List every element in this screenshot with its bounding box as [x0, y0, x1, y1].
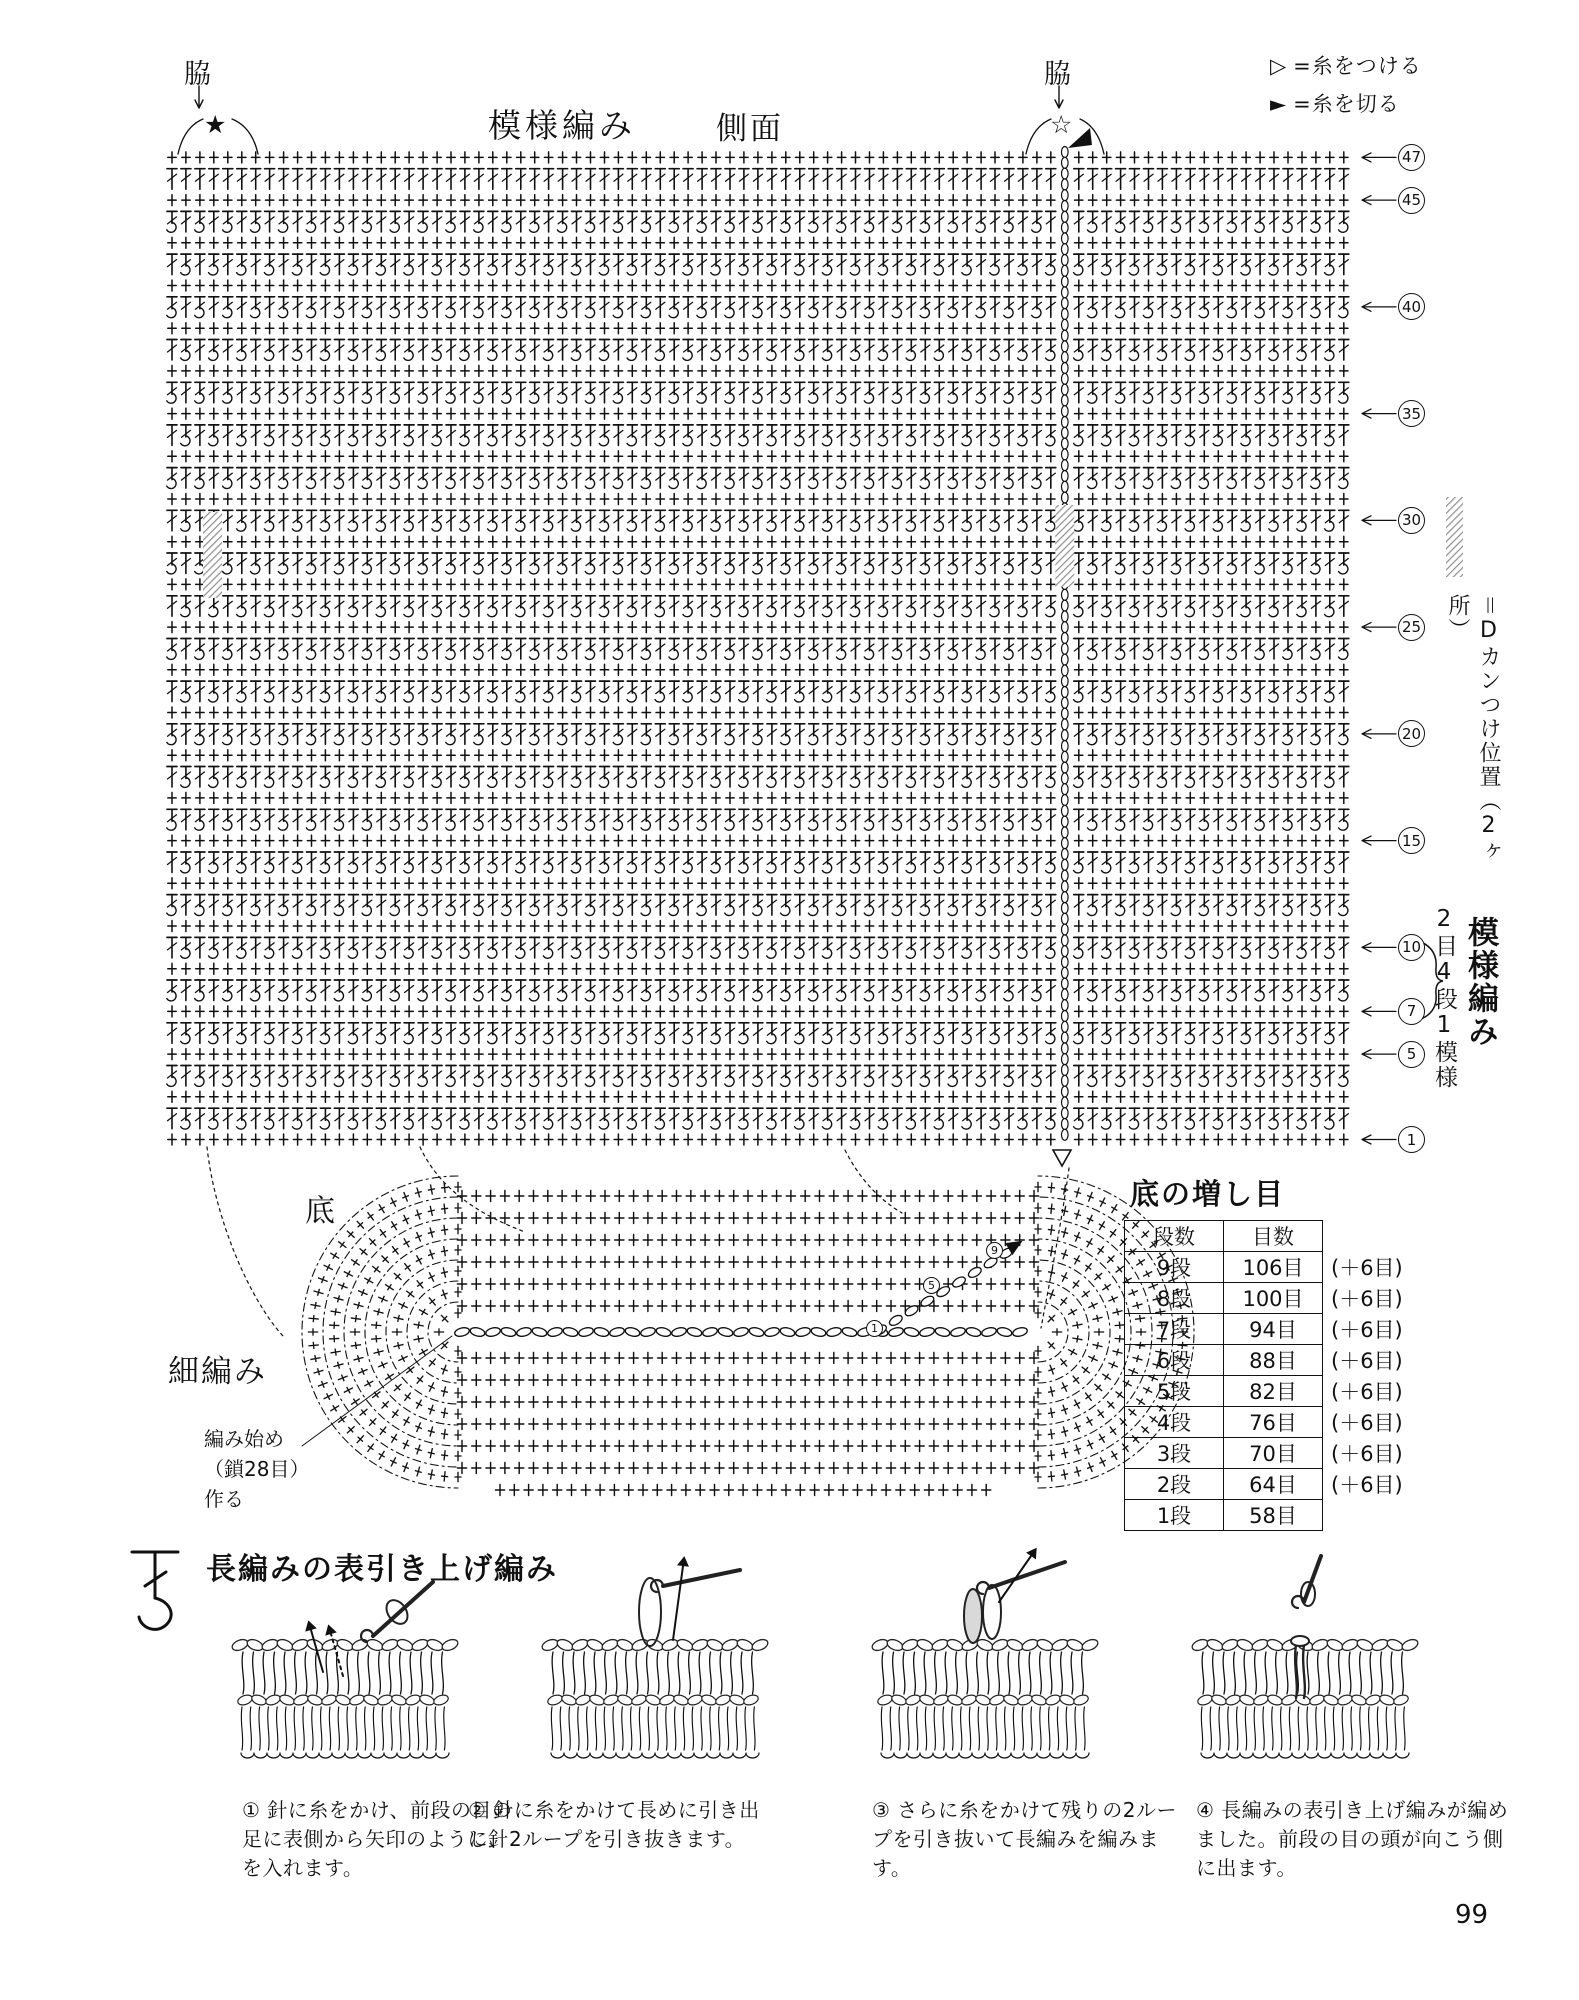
attach-yarn-legend [1270, 50, 1422, 80]
cell-round: 3段 [1125, 1438, 1224, 1469]
cell-increase-note: (＋6目) [1331, 1318, 1403, 1342]
cell-stitch-count: 82目 [1224, 1376, 1323, 1407]
table-header: 目数 [1224, 1221, 1323, 1252]
pattern-repeat-note: 2目4段1模様 [1431, 906, 1457, 1090]
increase-table-title: 底の増し目 [1130, 1177, 1286, 1211]
cell-round: 6段 [1125, 1345, 1224, 1376]
cell-increase-note: (＋6目) [1331, 1256, 1403, 1280]
star-filled-icon: ★ [204, 110, 227, 139]
increase-table [1124, 1220, 1418, 1531]
attach-yarn-icon: ▷ [1270, 54, 1288, 78]
side-seam-label-right: 脇 [1044, 59, 1071, 90]
cell-increase-note: (＋6目) [1331, 1442, 1403, 1466]
table-row [1125, 1469, 1418, 1500]
start-note-line-1: 編み始め [204, 1427, 284, 1451]
legend-text: =糸をつける [1293, 54, 1422, 78]
single-crochet-label: 細編み [168, 1354, 267, 1390]
legend [1270, 50, 1422, 126]
star-outline-icon: ☆ [1050, 110, 1073, 139]
row-number-7: 7 [1398, 998, 1425, 1025]
oval-round-marker-9: 9 [986, 1242, 1003, 1259]
cut-yarn-legend [1270, 88, 1422, 118]
bottom-chart-title: 底 [305, 1194, 335, 1229]
cell-increase-note: (＋6目) [1331, 1473, 1403, 1497]
cell-increase-note: (＋6目) [1331, 1287, 1403, 1311]
row-number-30: 30 [1398, 507, 1425, 534]
cell-round: 2段 [1125, 1469, 1224, 1500]
cell-round: 1段 [1125, 1500, 1224, 1531]
step-caption-1: ① 針に糸をかけ、前段の目の足に表側から矢印のように針を入れます。 [242, 1798, 513, 1880]
table-row [1125, 1314, 1418, 1345]
cell-stitch-count: 106目 [1224, 1252, 1323, 1283]
start-note-line-3: 作る [204, 1487, 244, 1511]
cell-stitch-count: 76目 [1224, 1407, 1323, 1438]
row-number-10: 10 [1398, 934, 1425, 961]
table-row [1125, 1438, 1418, 1469]
cell-stitch-count: 64目 [1224, 1469, 1323, 1500]
table-row [1125, 1283, 1418, 1314]
row-number-5: 5 [1398, 1041, 1425, 1068]
table-row [1125, 1500, 1418, 1531]
dring-position-note: ＝Dカンつけ位置（2ヶ所） [1445, 594, 1501, 864]
row-number-25: 25 [1398, 614, 1425, 641]
cell-round: 4段 [1125, 1407, 1224, 1438]
step-caption-3: ③ さらに糸をかけて残りの2ループを引き抜いて長編みを編みます。 [872, 1798, 1178, 1880]
table-row [1125, 1376, 1418, 1407]
chart-title: 模様編み [488, 106, 636, 145]
legend-text: =糸を切る [1293, 92, 1400, 116]
cell-increase-note: (＋6目) [1331, 1349, 1403, 1373]
oval-round-marker-1: 1 [866, 1320, 883, 1337]
row-number-1: 1 [1398, 1126, 1425, 1153]
row-number-35: 35 [1398, 400, 1425, 427]
pattern-stitch-vertical-title: 模様編み [1462, 916, 1498, 1048]
step-caption-4: ④ 長編みの表引き上げ編みが編めました。前段の目の頭が向こう側に出ます。 [1196, 1798, 1509, 1880]
table-row [1125, 1345, 1418, 1376]
table-row [1125, 1407, 1418, 1438]
row-number-15: 15 [1398, 827, 1425, 854]
chart-subtitle: 側面 [716, 111, 784, 147]
cell-stitch-count: 88目 [1224, 1345, 1323, 1376]
cell-increase-note: (＋6目) [1331, 1411, 1403, 1435]
table-row [1125, 1252, 1418, 1283]
side-seam-label-left: 脇 [184, 59, 211, 90]
start-of-work-note [204, 1424, 309, 1514]
cell-round: 8段 [1125, 1283, 1224, 1314]
row-number-40: 40 [1398, 293, 1425, 320]
cell-increase-note [1323, 1500, 1418, 1531]
cell-stitch-count: 94目 [1224, 1314, 1323, 1345]
table-header: 段数 [1125, 1221, 1224, 1252]
start-note-line-2: （鎖28目） [204, 1457, 310, 1481]
row-number-20: 20 [1398, 720, 1425, 747]
tutorial-title: 長編みの表引き上げ編み [206, 1552, 558, 1587]
step-caption-2: ② 針に糸をかけて長めに引き出し、2ループを引き抜きます。 [468, 1798, 760, 1851]
oval-round-marker-5: 5 [923, 1277, 940, 1294]
cell-round: 9段 [1125, 1252, 1224, 1283]
cell-stitch-count: 100目 [1224, 1283, 1323, 1314]
cut-yarn-icon: ► [1270, 92, 1288, 116]
page-number: 99 [1455, 1900, 1489, 1930]
row-number-47: 47 [1398, 144, 1425, 171]
cell-round: 5段 [1125, 1376, 1224, 1407]
cell-round: 7段 [1125, 1314, 1224, 1345]
cell-stitch-count: 70目 [1224, 1438, 1323, 1469]
row-number-45: 45 [1398, 187, 1425, 214]
cell-stitch-count: 58目 [1224, 1500, 1323, 1531]
cell-increase-note: (＋6目) [1331, 1380, 1403, 1404]
